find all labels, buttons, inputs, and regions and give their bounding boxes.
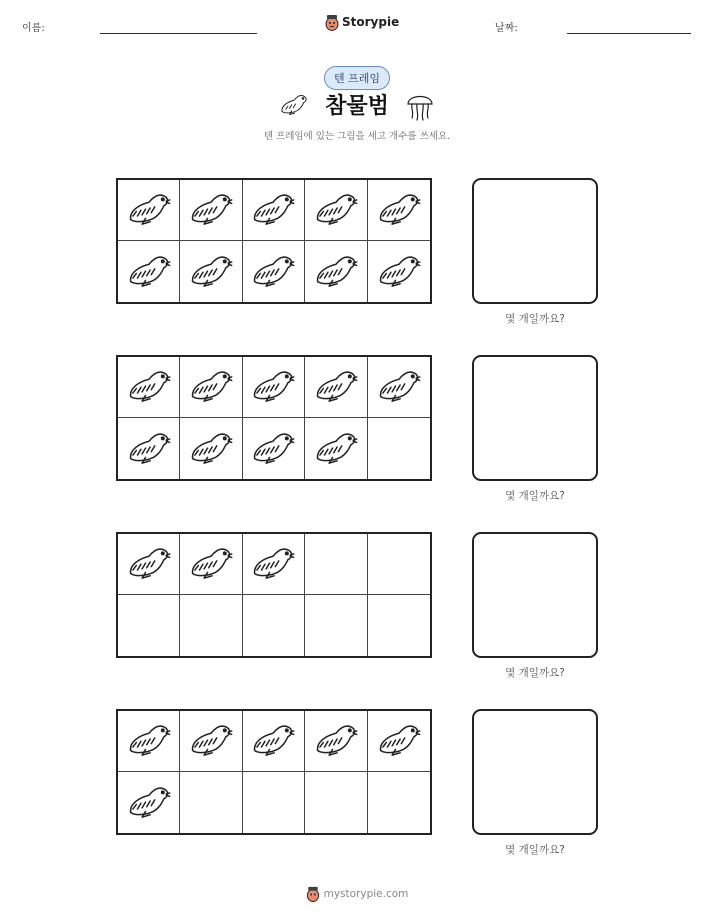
seal-icon (126, 251, 172, 293)
answer-box-3[interactable] (472, 532, 598, 658)
seal-icon (188, 428, 234, 470)
ten-frame-1 (116, 178, 432, 304)
footer-url: mystorypie.com (323, 887, 409, 900)
frame-cell (243, 534, 305, 595)
seal-icon (126, 543, 172, 585)
frame-cell (368, 241, 430, 302)
seal-icon (250, 543, 296, 585)
seal-icon (188, 543, 234, 585)
frame-cell (305, 595, 367, 656)
seal-icon (188, 720, 234, 762)
frame-cell (305, 418, 367, 479)
frame-cell (305, 180, 367, 241)
topic-badge: 텐 프레임 (324, 66, 390, 90)
frame-cell (368, 772, 430, 833)
seal-icon (188, 366, 234, 408)
answer-box-1[interactable] (472, 178, 598, 304)
frame-cell (118, 711, 180, 772)
frame-cell (368, 595, 430, 656)
brand-name: Storypie (342, 15, 400, 29)
frame-cell (243, 357, 305, 418)
seal-icon (376, 251, 422, 293)
frame-cell (180, 534, 242, 595)
frame-cell (368, 418, 430, 479)
frame-cell (118, 534, 180, 595)
frame-cell (118, 772, 180, 833)
seal-icon (126, 189, 172, 231)
frame-cell (305, 534, 367, 595)
answer-box-4[interactable] (472, 709, 598, 835)
question-2: 몇 개일까요? (505, 490, 565, 502)
ten-frame-3 (116, 532, 432, 658)
frame-cell (118, 595, 180, 656)
frame-cell (118, 180, 180, 241)
frame-cell (180, 772, 242, 833)
seal-icon (126, 428, 172, 470)
frame-cell (243, 180, 305, 241)
frame-cell (180, 357, 242, 418)
seal-icon (126, 366, 172, 408)
frame-cell (305, 241, 367, 302)
name-label: 이름: (22, 23, 45, 34)
date-label: 날짜: (495, 23, 518, 34)
worksheet-title: 참물범 (325, 94, 389, 119)
seal-icon (250, 428, 296, 470)
question-3: 몇 개일까요? (505, 667, 565, 679)
mascot-icon (306, 885, 320, 902)
seal-icon (313, 720, 359, 762)
question-1: 몇 개일까요? (505, 313, 565, 325)
frame-cell (305, 711, 367, 772)
frame-cell (180, 418, 242, 479)
frame-cell (368, 357, 430, 418)
brand-logo (325, 13, 399, 31)
frame-cell (243, 711, 305, 772)
ten-frame-2 (116, 355, 432, 481)
frame-cell (243, 595, 305, 656)
jellyfish-icon (405, 90, 435, 122)
frame-cell (368, 534, 430, 595)
frame-cell (180, 241, 242, 302)
seal-icon (313, 251, 359, 293)
frame-cell (118, 418, 180, 479)
seal-icon (313, 428, 359, 470)
seal-icon (376, 189, 422, 231)
seal-icon (126, 720, 172, 762)
frame-cell (180, 180, 242, 241)
frame-cell (243, 241, 305, 302)
frame-cell (243, 418, 305, 479)
seal-icon (250, 366, 296, 408)
frame-cell (118, 357, 180, 418)
seal-icon (188, 251, 234, 293)
date-field[interactable] (567, 33, 691, 34)
question-4: 몇 개일까요? (505, 844, 565, 856)
instructions: 텐 프레임에 있는 그림을 세고 개수를 쓰세요. (263, 131, 451, 142)
frame-cell (305, 357, 367, 418)
frame-cell (368, 180, 430, 241)
mascot-icon (325, 13, 339, 31)
seal-icon (250, 189, 296, 231)
footer (0, 885, 714, 902)
frame-cell (180, 711, 242, 772)
frame-cell (305, 772, 367, 833)
name-field[interactable] (100, 33, 257, 34)
seal-icon (313, 189, 359, 231)
seal-icon (250, 720, 296, 762)
seal-icon (126, 782, 172, 824)
answer-box-2[interactable] (472, 355, 598, 481)
seal-icon (376, 366, 422, 408)
seal-icon (250, 251, 296, 293)
seal-icon (376, 720, 422, 762)
frame-cell (368, 711, 430, 772)
seal-icon (188, 189, 234, 231)
ten-frame-4 (116, 709, 432, 835)
seal-icon (313, 366, 359, 408)
frame-cell (180, 595, 242, 656)
frame-cell (243, 772, 305, 833)
frame-cell (118, 241, 180, 302)
